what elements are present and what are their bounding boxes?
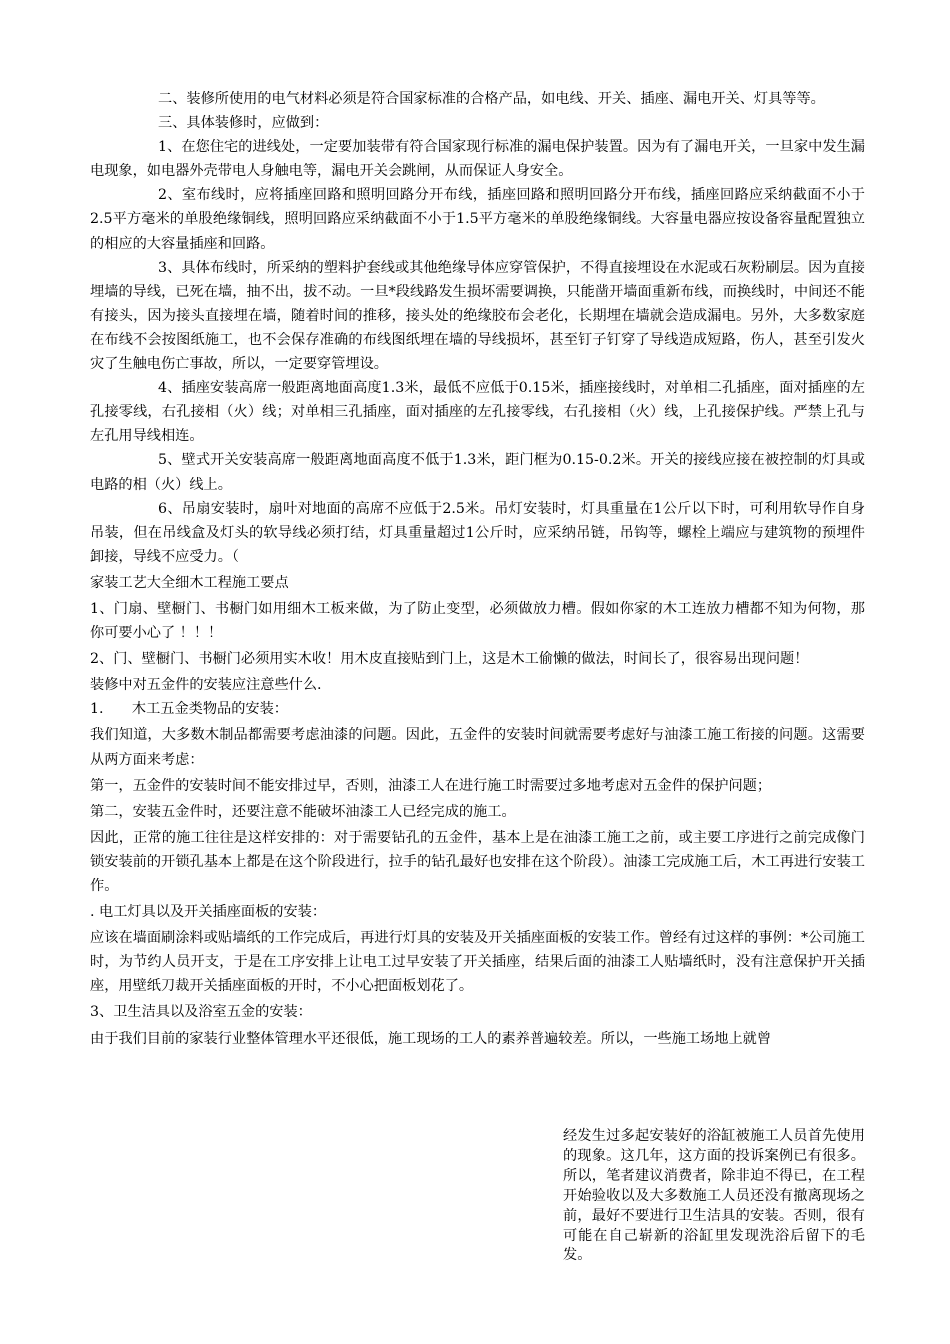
item-3-conduit-wiring: 3、具体布线时，所采纳的塑料护套线或其他绝缘导体应穿管保护，不得直接埋设在水泥或石灰粉刷层。因为直接埋墙的导线，已死在墙，抽不出，拔不动。一旦*段线路发生损坏需要调换，只能凿开墙面重新布线，而换线时，中间还不能有接头，因为接头直接埋在墙，随着时间的推移，接头处的绝缘胶布会老化，长期埋在墙就会造成漏电。另外，大多数家庭在布线不会按图纸施工，也不会保存准确的布线图纸埋在墙的导线损坏，甚至钉子钉穿了导线造成短路，伤人，甚至引发火灾了生触电伤亡事故，所以，一定要穿管埋设。 [90,259,865,373]
section-2-electrical-materials: 二、装修所使用的电气材料必须是符合国家标准的合格产品，如电线、开关、插座、漏电开关、灯具等等。 [158,91,825,107]
carpentry-heading: 家装工艺大全细木工程施工要点 [90,574,289,591]
hardware-heading: 装修中对五金件的安装应注意些什么. [90,677,322,694]
hardware-point-second: 第二，安装五金件时，还要注意不能破坏油漆工人已经完成的施工。 [90,803,516,820]
item-1-leakage-protection: 1、在您住宅的进线处，一定要加装带有符合国家现行标准的漏电保护装置。因为有了漏电开关，一旦家中发生漏电现象，如电器外壳带电人身触电等，漏电开关会跳闸，从而保证人身安全。 [90,139,865,180]
hardware-subheading-1: 1. 木工五金类物品的安装： [90,701,288,718]
carpentry-point-1: 1、门扇、壁橱门、书橱门如用细木工板来做，为了防止变型，必须做放力槽。假如你家的木工连放力槽都不知为何物，那你可要小心了 ！！！ [90,600,865,642]
sanitary-paragraph-continuation: 经发生过多起安装好的浴缸被施工人员首先使用的现象。这几年，这方面的投诉案例已有很多。所以，笔者建议消费者，除非迫不得已，在工程开始验收以及大多数施工人员还没有撤离现场之前，最好不要进行卫生洁具的安装。否则，很有可能在自己崭新的浴缸里发现洗浴后留下的毛发。 [563,1128,865,1264]
sanitary-paragraph: 由于我们目前的家装行业整体管理水平还很低，施工现场的工人的素养普遍较差。所以，一些施工场地上就曾 [90,1030,772,1047]
hardware-paragraph-intro: 我们知道，大多数木制品都需要考虑油漆的问题。因此，五金件的安装时间就需要考虑好与油漆工施工衔接的问题。这需要从两方面来考虑： [90,727,865,768]
carpentry-point-2: 2、门、壁橱门、书橱门必须用实木收！用木皮直接贴到门上，这是木工偷懒的做法，时间长了，很容易出现问题！ [90,651,809,668]
hardware-point-first: 第一，五金件的安装时间不能安排过早，否则，油漆工人在进行施工时需要过多地考虑对五金件的保护问题； [90,777,772,794]
document-body [90,87,865,1051]
hardware-paragraph-schedule: 因此，正常的施工往往是这样安排的：对于需要钻孔的五金件，基本上是在油漆工施工之前，或主要工序进行之前完成像门锁安装前的开锁孔基本上都是在这个阶段进行，拉手的钻孔最好也安排在这个阶段）。油漆工完成施工后，木工再进行安装工作。 [90,829,865,894]
electrical-paragraph: 应该在墙面刷涂料或贴墙纸的工作完成后，再进行灯具的安装及开关插座面板的安装工作。曾经有过这样的事例：*公司施工时，为节约人员开支，于是在工序安排上让电工过早安装了开关插座，结果后面的油漆工人贴墙纸时，没有注意保护开关插座，用壁纸刀裁开关插座面板的开时，不小心把面板划花了。 [90,930,865,995]
electrical-subheading: . 电工灯具以及开关插座面板的安装： [90,904,327,921]
item-5-wall-switch: 5、壁式开关安装高席一般距离地面高度不低于1.3米，距门框为0.15-0.2米。开关的接线应接在被控制的灯具或电路的相（火）线上。 [90,452,865,493]
sanitary-subheading: 3、卫生洁具以及浴室五金的安装： [90,1004,312,1021]
item-4-socket-installation: 4、插座安装高席一般距离地面高度1.3米，最低不应低于0.15米，插座接线时，对单相二孔插座，面对插座的左孔接零线，右孔接相（火）线；对单相三孔插座，面对插座的左孔接零线，右孔接相（火）线，上孔接保护线。严禁上孔与左孔用导线相连。 [90,380,865,445]
section-3-heading: 三、具体装修时，应做到： [158,115,329,132]
item-2-wiring-circuits: 2、室布线时，应将插座回路和照明回路分开布线，插座回路和照明回路分开布线，插座回路应采纳截面不小于2.5平方毫米的单股绝缘铜线，照明回路应采纳截面不小于1.5平方毫米的单股绝缘铜线。大容量电器应按设备容量配置独立的相应的大容量插座和回路。 [90,187,865,252]
item-6-ceiling-fan-lamp: 6、吊扇安装时，扇叶对地面的高席不应低于2.5米。吊灯安装时，灯具重量在1公斤以下时，可利用软导作自身吊装，但在吊线盒及灯头的软导线必须打结，灯具重量超过1公斤时，应采纳吊链，吊钩等，螺栓上端应与建筑物的预埋件卸接，导线不应受力。（ [90,500,865,565]
